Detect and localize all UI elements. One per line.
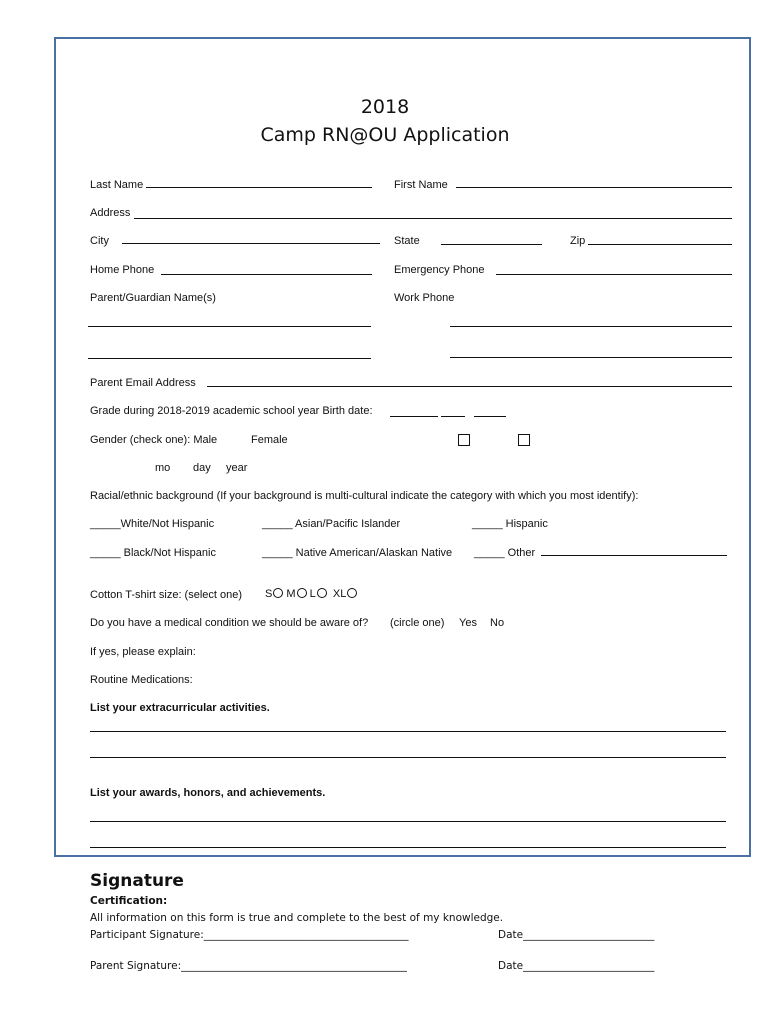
medical-circle-hint: (circle one): [390, 617, 445, 629]
ethnicity-other[interactable]: _____ Other: [474, 547, 536, 559]
last-name-label: Last Name: [90, 179, 144, 191]
size-s-label: S: [265, 588, 273, 600]
form-border: [54, 37, 751, 857]
explain-label: If yes, please explain:: [90, 646, 196, 658]
parent-name-line-2[interactable]: [88, 358, 371, 359]
parent-signature[interactable]: Parent Signature:___________________________________________: [90, 960, 407, 972]
parent-email-line[interactable]: [207, 386, 732, 387]
awards-line-2[interactable]: [90, 847, 726, 848]
address-line[interactable]: [134, 218, 732, 219]
work-phone-label: Work Phone: [394, 292, 455, 304]
ethnicity-native[interactable]: _____ Native American/Alaskan Native: [262, 547, 453, 559]
activities-line-1[interactable]: [90, 731, 726, 732]
size-l-label: L: [309, 588, 316, 600]
certification-statement: All information on this form is true and complete to the best of my knowledge.: [90, 912, 504, 924]
last-name-line[interactable]: [146, 187, 372, 188]
gender-label: Gender (check one): Male: [90, 434, 218, 446]
birth-year-line[interactable]: [474, 416, 506, 417]
female-checkbox[interactable]: [518, 434, 530, 446]
first-name-label: First Name: [394, 179, 448, 191]
size-s-radio[interactable]: [273, 588, 283, 598]
birth-day-line[interactable]: [441, 416, 465, 417]
birth-day-caption: day: [193, 462, 211, 474]
home-phone-label: Home Phone: [90, 264, 155, 276]
size-l-radio[interactable]: [317, 588, 327, 598]
size-xl-radio[interactable]: [347, 588, 357, 598]
participant-date[interactable]: Date_________________________: [498, 929, 655, 941]
grade-birth-label: Grade during 2018-2019 academic school year Birth date:: [90, 405, 373, 417]
form-title: Camp RN@OU Application: [260, 124, 510, 146]
work-phone-line-1[interactable]: [450, 326, 732, 327]
first-name-line[interactable]: [456, 187, 732, 188]
male-checkbox[interactable]: [458, 434, 470, 446]
ethnicity-hispanic[interactable]: _____ Hispanic: [472, 518, 548, 530]
home-phone-line[interactable]: [161, 274, 372, 275]
parent-email-label: Parent Email Address: [90, 377, 196, 389]
parent-name-line-1[interactable]: [88, 326, 371, 327]
tshirt-sizes: [265, 588, 357, 601]
medical-no[interactable]: No: [490, 617, 505, 629]
emergency-phone-label: Emergency Phone: [394, 264, 485, 276]
address-label: Address: [90, 207, 131, 219]
zip-label: Zip: [570, 235, 586, 247]
birth-year-caption: year: [226, 462, 248, 474]
form-year: 2018: [360, 96, 410, 118]
awards-heading: List your awards, honors, and achievements.: [90, 787, 326, 799]
ethnicity-black[interactable]: _____ Black/Not Hispanic: [90, 547, 216, 559]
activities-line-2[interactable]: [90, 757, 726, 758]
size-xl-label: XL: [332, 588, 347, 600]
work-phone-line-2[interactable]: [450, 357, 732, 358]
medications-label: Routine Medications:: [90, 674, 193, 686]
female-label: Female: [251, 434, 288, 446]
city-line[interactable]: [122, 243, 380, 244]
signature-heading: Signature: [90, 871, 184, 891]
medical-question: Do you have a medical condition we should be aware of?: [90, 617, 369, 629]
size-m-label: M: [286, 588, 296, 600]
other-ethnicity-line[interactable]: [541, 555, 727, 556]
state-label: State: [394, 235, 420, 247]
birth-mo-line[interactable]: [390, 416, 438, 417]
emergency-phone-line[interactable]: [496, 274, 732, 275]
activities-heading: List your extracurricular activities.: [90, 702, 270, 714]
ethnicity-white[interactable]: _____White/Not Hispanic: [90, 518, 215, 530]
parent-date[interactable]: Date_________________________: [498, 960, 655, 972]
parent-guardian-label: Parent/Guardian Name(s): [90, 292, 216, 304]
awards-line-1[interactable]: [90, 821, 726, 822]
ethnicity-asian[interactable]: _____ Asian/Pacific Islander: [262, 518, 401, 530]
participant-signature[interactable]: Participant Signature:_______________________________________: [90, 929, 409, 941]
certification-label: Certification:: [90, 895, 168, 907]
birth-mo-caption: mo: [155, 462, 171, 474]
racial-label: Racial/ethnic background (If your background is multi-cultural indicate the category with which you most identify):: [90, 490, 639, 502]
zip-line[interactable]: [588, 244, 732, 245]
state-line[interactable]: [441, 244, 542, 245]
medical-yes[interactable]: Yes: [459, 617, 477, 629]
tshirt-label: Cotton T-shirt size: (select one): [90, 589, 243, 601]
size-m-radio[interactable]: [297, 588, 307, 598]
city-label: City: [90, 235, 109, 247]
